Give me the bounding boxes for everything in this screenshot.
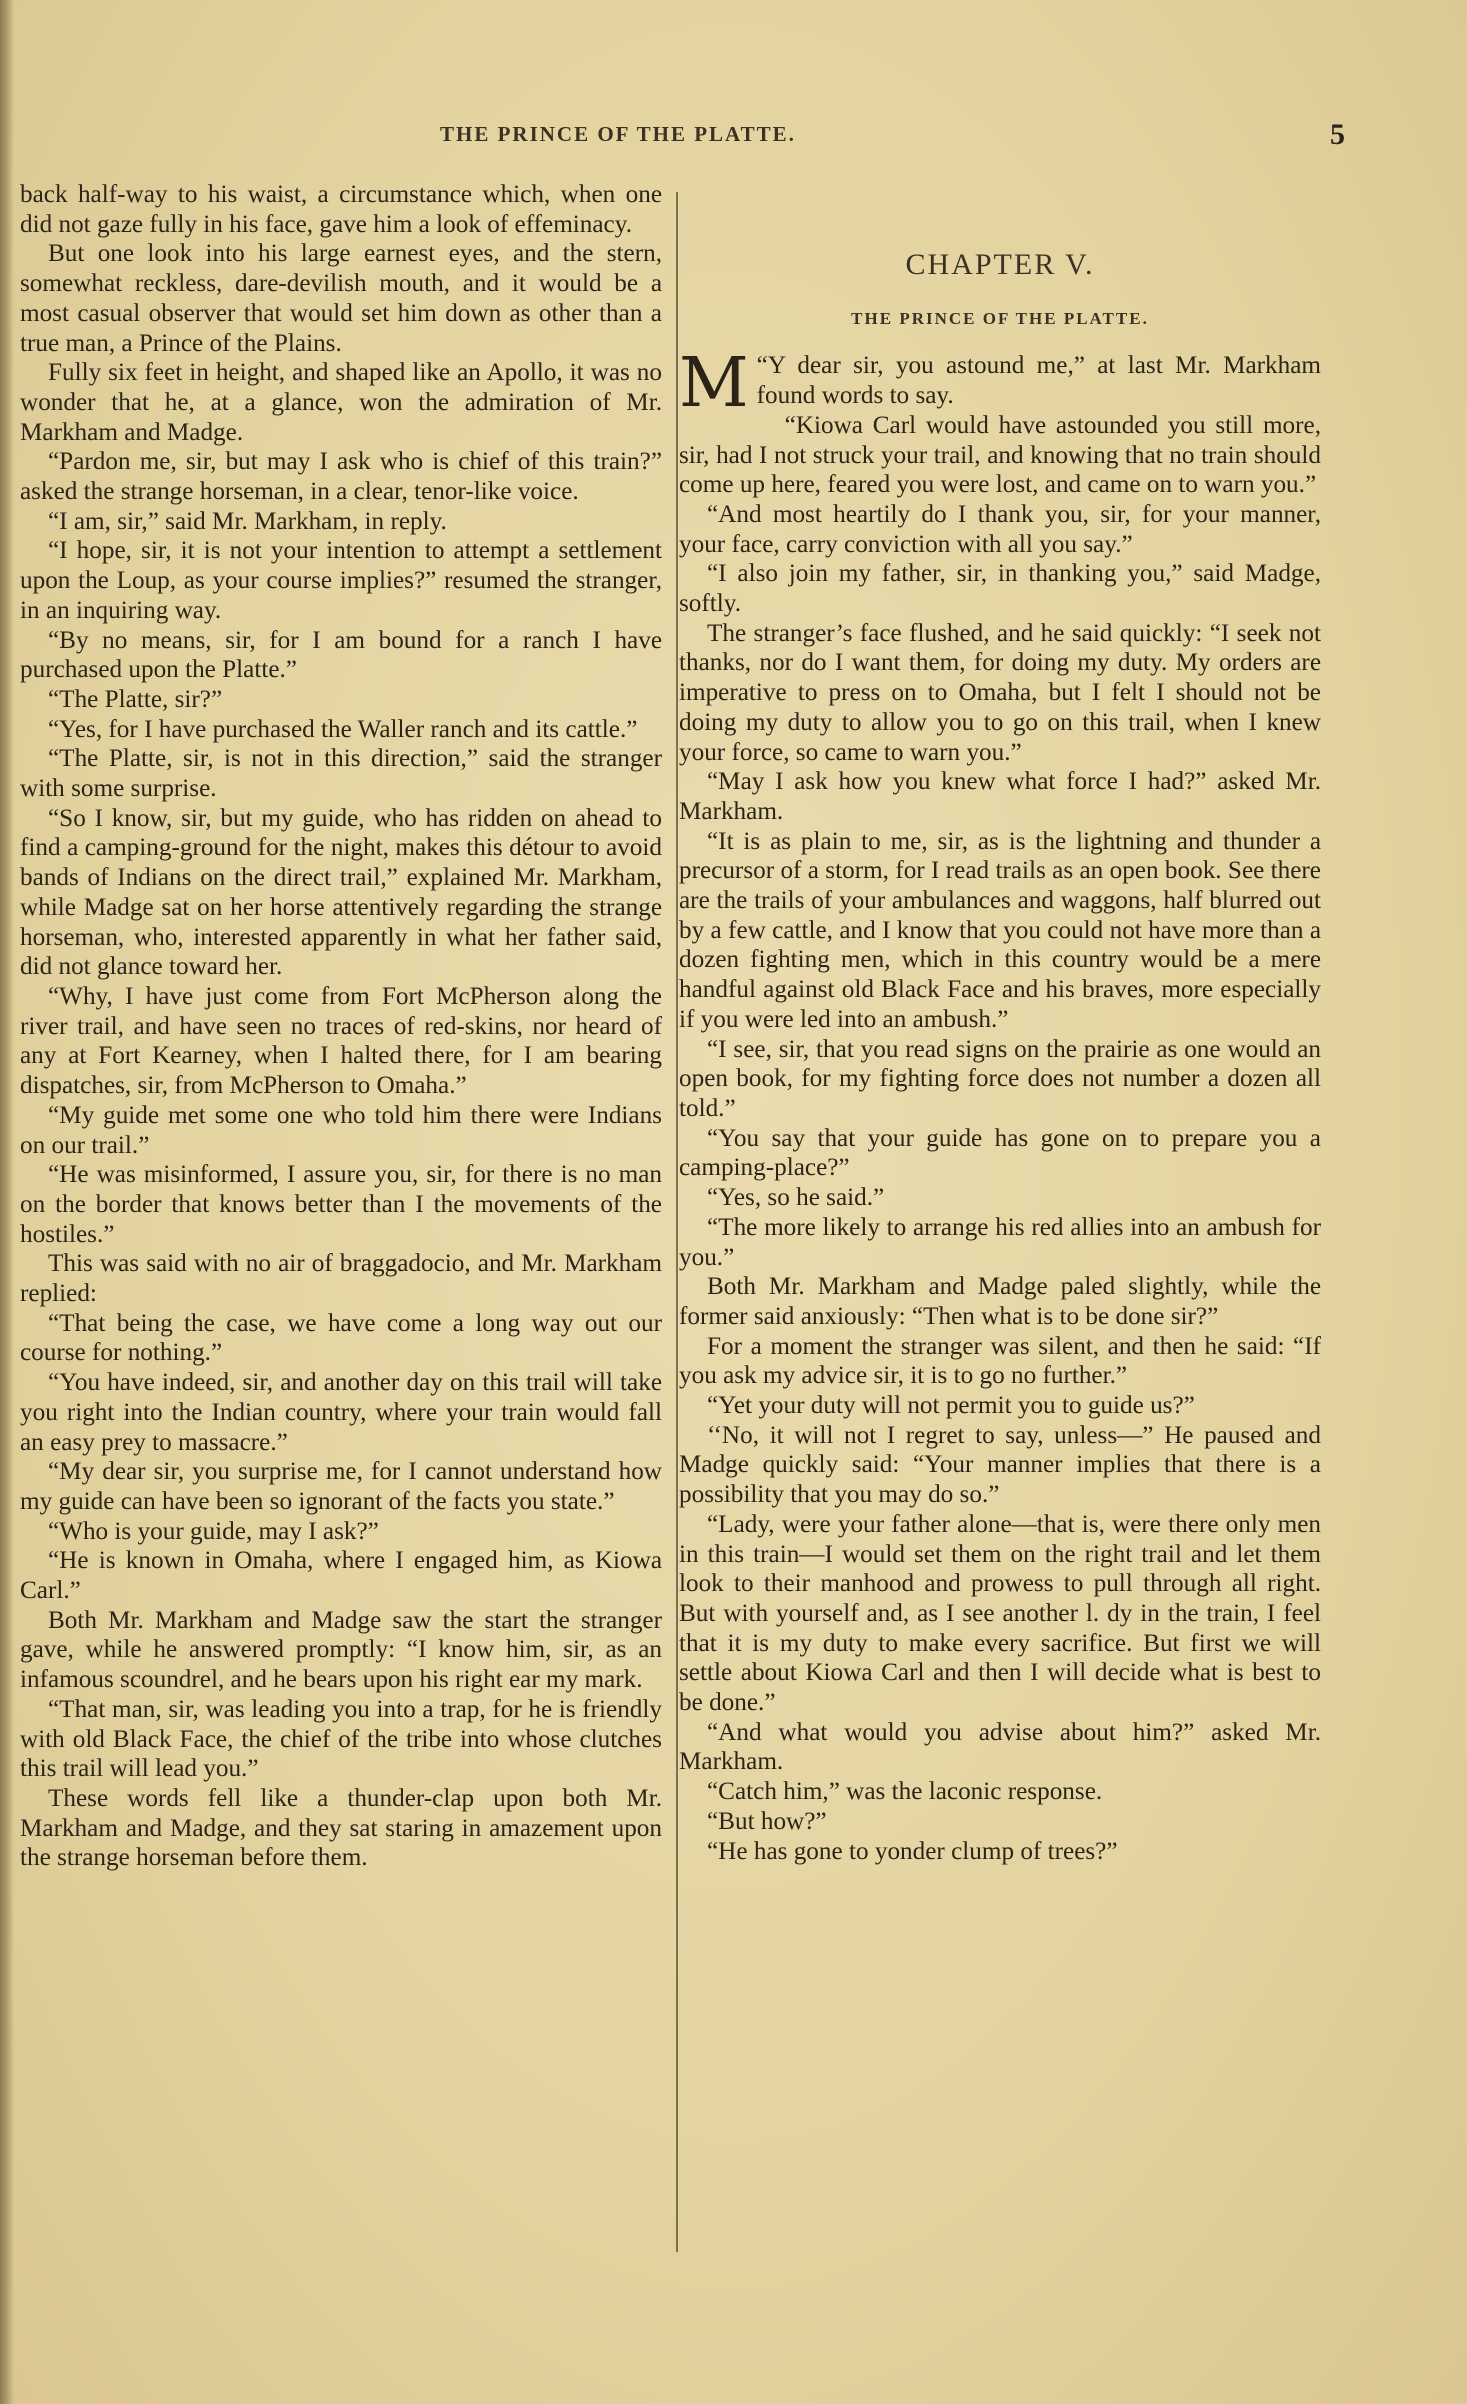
paragraph: But one look into his large earnest eyes, and the stern, somewhat reckless, dare-devilish mouth, and it would be a most casual observer that would set him down as other than a true man, a Prince of the Plains. bbox=[20, 240, 662, 357]
paragraph: “Who is your guide, may I ask?” bbox=[48, 1517, 379, 1545]
paragraph: ‘‘No, it will not I regret to say, unless—” He paused and Madge quickly said: “Your manner implies that there is a possibility that you may do so.” bbox=[679, 1421, 1321, 1509]
page-number: 5 bbox=[1330, 118, 1345, 151]
paragraph: “You have indeed, sir, and another day on this trail will take you right into the Indian country, where your train would fall an easy prey to massacre.” bbox=[20, 1369, 662, 1456]
chapter-subtitle: THE PRINCE OF THE PLATTE. bbox=[851, 308, 1149, 328]
page-header bbox=[0, 118, 1467, 158]
paragraph: These words fell like a thunder-clap upon both Mr. Markham and Madge, and they sat staring in amazement upon the strange horseman before them. bbox=[20, 1784, 662, 1872]
paragraph: This was said with no air of braggadocio, and Mr. Markham replied: bbox=[20, 1250, 662, 1308]
paragraph: “The more likely to arrange his red allies into an ambush for you.” bbox=[679, 1213, 1321, 1271]
paragraph: back half-way to his waist, a circumstance which, when one did not gaze fully in his face, gave him a look of effeminacy. bbox=[20, 181, 662, 238]
paragraph: “He has gone to yonder clump of trees?” bbox=[707, 1837, 1118, 1865]
paragraph: “Kiowa Carl would have astounded you still more, sir, had I not struck your trail, and knowing that no train should come up here, feared you were lost, and came on to warn you.” bbox=[679, 411, 1321, 499]
paragraph: “May I ask how you knew what force I had?” asked Mr. Markham. bbox=[679, 768, 1321, 825]
paragraph: “By no means, sir, for I am bound for a ranch I have purchased upon the Platte.” bbox=[20, 626, 662, 684]
paragraph: “My dear sir, you surprise me, for I cannot understand how my guide can have been so ignorant of the facts you state.” bbox=[20, 1458, 662, 1515]
drop-cap: M bbox=[679, 344, 749, 424]
paragraph: For a moment the stranger was silent, and then he said: “If you ask my advice sir, it is to go no further.” bbox=[679, 1332, 1321, 1390]
chapter-title: CHAPTER V. bbox=[905, 248, 1095, 281]
paragraph: “My guide met some one who told him there were Indians on our trail.” bbox=[20, 1101, 662, 1159]
opening-quote: “ bbox=[756, 352, 768, 380]
paragraph: “It is as plain to me, sir, as is the lightning and thunder a precursor of a storm, for I read trails as an open book. See there are the trails of your ambulances and waggons, half blurred out by a few cattle, and I know that you could not have more than a dozen fighting men, which in this country would be a mere handful against old Black Face and his braves, more especially if you were led into an ambush.” bbox=[679, 827, 1321, 1033]
chapter-opening-paragraph bbox=[679, 344, 1321, 424]
page-binding-edge bbox=[0, 0, 14, 2404]
paragraph: “The Platte, sir, is not in this direction,” said the stranger with some surprise. bbox=[20, 745, 662, 803]
paragraph: “Yes, for I have purchased the Waller ranch and its cattle.” bbox=[48, 715, 638, 743]
paragraph: “I am, sir,” said Mr. Markham, in reply. bbox=[48, 507, 447, 535]
paragraph: “Yet your duty will not permit you to guide us?” bbox=[707, 1392, 1195, 1420]
paragraph: “You say that your guide has gone on to prepare you a camping-place?” bbox=[679, 1124, 1321, 1182]
paragraph: “That man, sir, was leading you into a trap, for he is friendly with old Black Face, the chief of the tribe into whose clutches this trail will lead you.” bbox=[20, 1695, 662, 1783]
paragraph: “Why, I have just come from Fort McPherson along the river trail, and have seen no traces of red-skins, nor heard of any at Fort Kearney, when I halted there, for I am bearing dispatches, sir, from McPherson to Omaha.” bbox=[20, 982, 662, 1100]
right-column bbox=[679, 180, 1321, 1866]
paragraph: “He was misinformed, I assure you, sir, for there is no man on the border that knows better than I the movements of the hostiles.” bbox=[20, 1161, 662, 1248]
paragraph: “And what would you advise about him?” asked Mr. Markham. bbox=[679, 1718, 1321, 1776]
paragraph: “The Platte, sir?” bbox=[48, 685, 223, 713]
left-column bbox=[20, 180, 662, 1873]
paragraph: “Pardon me, sir, but may I ask who is chief of this train?” asked the strange horseman, in a clear, tenor-like voice. bbox=[20, 448, 662, 506]
paragraph: Both Mr. Markham and Madge paled slightly, while the former said anxiously: “Then what is to be done sir?” bbox=[679, 1273, 1321, 1330]
paragraph: Both Mr. Markham and Madge saw the start the stranger gave, while he answered promptly: “I know him, sir, as an infamous scoundrel, and he bears upon his right ear my mark. bbox=[20, 1606, 662, 1694]
paragraph: “I hope, sir, it is not your intention to attempt a settlement upon the Loup, as your course implies?” resumed the stranger, in an inquiring way. bbox=[20, 537, 662, 624]
paragraph: “Yes, so he said.” bbox=[707, 1184, 885, 1212]
paragraph: “But how?” bbox=[707, 1807, 827, 1835]
paragraph: “Catch him,” was the laconic response. bbox=[707, 1778, 1103, 1806]
paragraph: Fully six feet in height, and shaped like an Apollo, it was no wonder that he, at a glance, won the admiration of Mr. Markham and Madge. bbox=[20, 359, 662, 446]
column-divider bbox=[676, 192, 678, 2252]
opening-text: Y dear sir, you astound me,” at last Mr. Markham found words to say. bbox=[756, 352, 1321, 410]
paragraph: “He is known in Omaha, where I engaged him, as Kiowa Carl.” bbox=[20, 1547, 662, 1605]
paragraph: “And most heartily do I thank you, sir, for your manner, your face, carry conviction with all you say.” bbox=[679, 500, 1321, 558]
running-head: THE PRINCE OF THE PLATTE. bbox=[440, 122, 796, 146]
paragraph: “Lady, were your father alone—that is, were there only men in this train—I would set them on the right trail and let them look to their manhood and prowess to pull through all right. But with yourself and, as I see another l. dy in the train, I feel that it is my duty to make every sacrifice. But first we will settle about Kiowa Carl and then I will decide what is best to be done.” bbox=[679, 1510, 1321, 1717]
paragraph: “That being the case, we have come a long way out our course for nothing.” bbox=[20, 1309, 662, 1367]
paragraph: “I see, sir, that you read signs on the prairie as one would an open book, for my fighting force does not number a dozen all told.” bbox=[679, 1035, 1321, 1122]
paragraph: The stranger’s face flushed, and he said quickly: “I seek not thanks, nor do I want them, for doing my duty. My orders are imperative to press on to Omaha, but I felt I should not be doing my duty to allow you to go on this trail, when I knew your force, so came to warn you.” bbox=[679, 619, 1321, 766]
paragraph: “I also join my father, sir, in thanking you,” said Madge, softly. bbox=[679, 560, 1321, 618]
paragraph: “So I know, sir, but my guide, who has ridden on ahead to find a camping-ground for the night, makes this détour to avoid bands of Indians on the direct trail,” explained Mr. Markham, while Madge sat on her horse attentively regarding the strange horseman, who, interested apparently in what her father said, did not glance toward her. bbox=[20, 804, 662, 981]
